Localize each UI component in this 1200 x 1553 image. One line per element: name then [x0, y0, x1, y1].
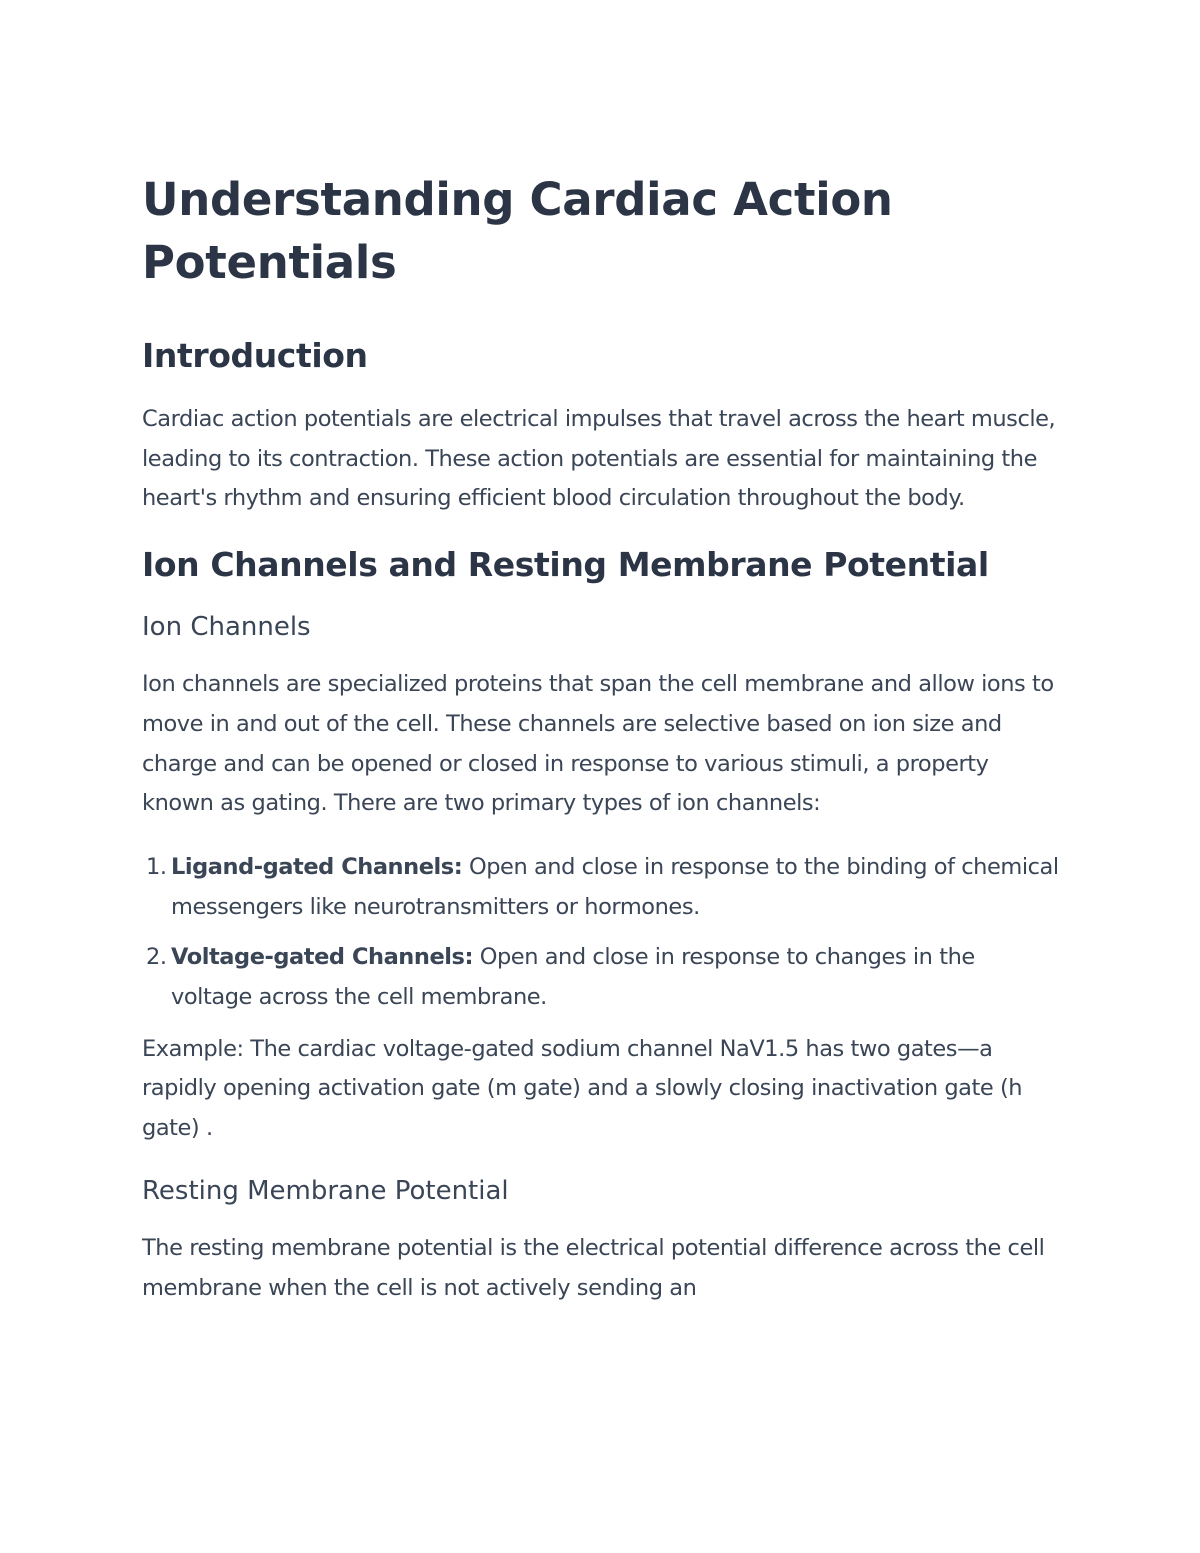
ion-channels-rmp-heading: Ion Channels and Resting Membrane Potential	[142, 545, 989, 585]
ion-channel-types-list	[142, 848, 1062, 1018]
list-item-term: Ligand-gated Channels:	[171, 853, 463, 880]
example-paragraph: Example: The cardiac voltage-gated sodium channel NaV1.5 has two gates—a rapidly opening activation gate (m gate) and a slowly closing inactivation gate (h gate) .	[142, 1035, 1023, 1142]
list-item	[142, 848, 1062, 927]
document-title: Understanding Cardiac Action Potentials	[142, 173, 893, 289]
ion-channels-paragraph: Ion channels are specialized proteins that span the cell membrane and allow ions to move in and out of the cell. These channels are selective based on ion size and charge and can be opened or closed in response to various stimuli, a property known as gating. There are two primary types of ion channels:	[142, 671, 1054, 817]
list-item-text: Open and close in response to changes in the voltage across the cell membrane.	[171, 944, 975, 1011]
ion-channels-subheading: Ion Channels	[142, 612, 311, 643]
list-item-number: 2.	[146, 944, 167, 971]
list-item-number: 1.	[146, 853, 167, 880]
list-item	[142, 938, 1062, 1017]
resting-potential-subheading: Resting Membrane Potential	[142, 1175, 509, 1206]
list-item-term: Voltage-gated Channels:	[171, 944, 474, 971]
list-item-text: Open and close in response to the binding of chemical messengers like neurotransmitters or hormones.	[171, 853, 1059, 920]
introduction-heading: Introduction	[142, 336, 368, 375]
introduction-paragraph: Cardiac action potentials are electrical impulses that travel across the heart muscle, leading to its contraction. These action potentials are essential for maintaining the heart's rhythm and ensuring efficient blood circulation throughout the body.	[142, 406, 1056, 512]
document-page	[142, 168, 1062, 1332]
resting-potential-paragraph: The resting membrane potential is the electrical potential difference across the cell membrane when the cell is not actively sending an	[142, 1234, 1045, 1301]
